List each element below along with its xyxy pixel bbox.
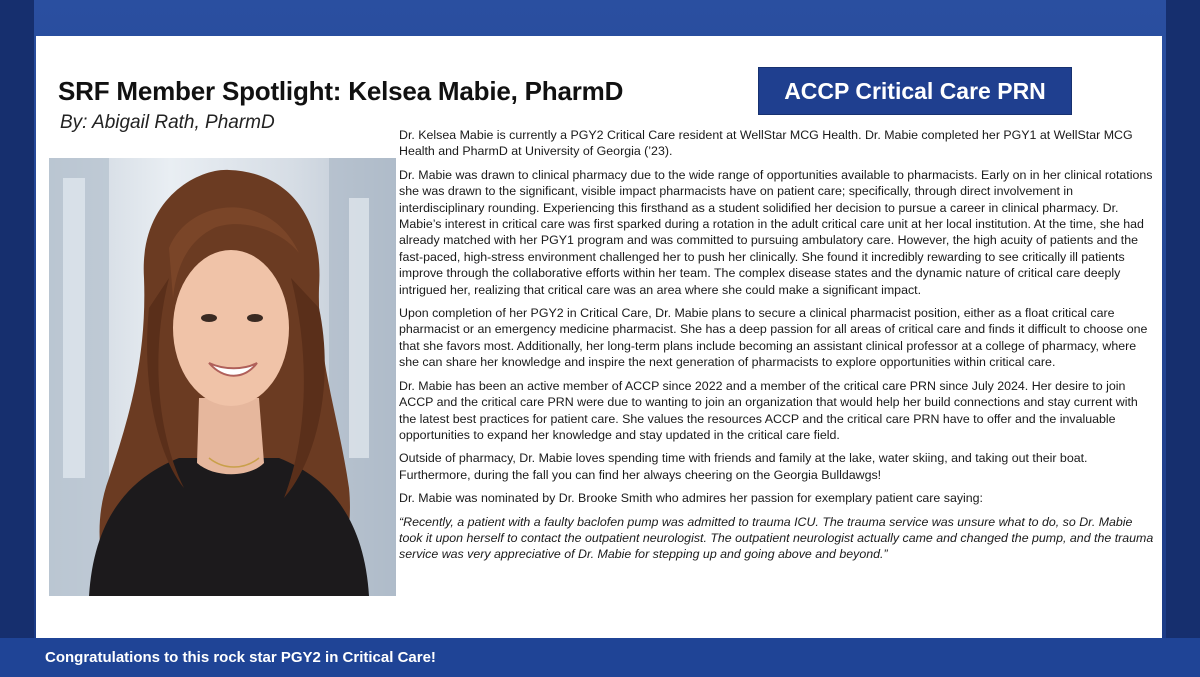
nomination-quote: “Recently, a patient with a faulty baclofen pump was admitted to trauma ICU. The trauma service was unsure what to do, so Dr. Mabie took it upon herself to contact the outpatient neurologist. The outpatient neurologist actually came and changed the pump, and the trauma service was very appreciative of Dr. Mabie for stepping up and going above and beyond.” xyxy=(399,514,1154,562)
paragraph-nomination: Dr. Mabie was nominated by Dr. Brooke Smith who admires her passion for exemplary patient care saying: xyxy=(399,491,984,506)
paragraph-goals: Upon completion of her PGY2 in Critical Care, Dr. Mabie plans to secure a clinical pharmacist position, either as a float critical care pharmacist or an emergency medicine pharmacist. She has a deep passion for all areas of critical care and finds it difficult to choose one that she favors most. Additionally, her long-term plans include becoming an assistant clinical professor at a college of pharmacy, where she can share her knowledge and inspire the next generation of pharmacists to explore opportunities within critical care. xyxy=(399,306,1148,370)
frame-right-border xyxy=(1166,0,1200,677)
paragraph-accp: Dr. Mabie has been an active member of ACCP since 2022 and a member of the critical care PRN since July 2024. Her desire to join ACCP and the critical care PRN were due to wanting to join an organization that would help her build connections and stay current with the latest best practices for patient care. She values the resources ACCP and the critical care PRN have to offer and the invaluable opportunities to expand her knowledge and stay updated in the critical care field. xyxy=(399,378,1138,442)
author-byline: By: Abigail Rath, PharmD xyxy=(60,112,275,133)
paragraph-hobbies: Outside of pharmacy, Dr. Mabie loves spending time with friends and family at the lake, water skiing, and taking out their boat. Furthermore, during the fall you can find her always cheering on the Georgia Bulldawgs! xyxy=(399,451,1088,482)
page-title: SRF Member Spotlight: Kelsea Mabie, PharmD xyxy=(58,76,624,106)
prn-badge: ACCP Critical Care PRN xyxy=(759,68,1071,114)
paragraph-background: Dr. Mabie was drawn to clinical pharmacy due to the wide range of opportunities available to pharmacists. Early on in her clinical rotations she was drawn to the significant, visible impact pharmacists have on patient care; specifically, through direct involvement in interdisciplinary rounding. Experiencing this firsthand as a student solidified her decision to pursue a career in clinical pharmacy. Dr. Mabie’s interest in critical care was first sparked during a rotation in the adult critical care unit at her local institution. At the time, she had already matched with her PGY1 program and was committed to pursuing ambulatory care. However, the high acuity of patients and the fast-paced, high-stress environment challenged her to push her clinically. She found it incredibly rewarding to see critically ill patients improve through the collaborative efforts within her team. The complex disease states and the dynamic nature of critical care deeply intrigued her, realizing that critical care was an area where she could make a significant impact. xyxy=(399,167,1153,297)
portrait-photo-icon xyxy=(49,158,396,596)
frame-left-border xyxy=(0,0,34,677)
paragraph-intro: Dr. Kelsea Mabie is currently a PGY2 Critical Care resident at WellStar MCG Health. Dr. Mabie completed her PGY1 at WellStar MCG Health and PharmD at University of Georgia (’23). xyxy=(399,128,1133,159)
article-body xyxy=(399,127,1155,570)
portrait-photo xyxy=(49,158,396,596)
footer-congratulations: Congratulations to this rock star PGY2 in Critical Care! xyxy=(45,649,436,666)
